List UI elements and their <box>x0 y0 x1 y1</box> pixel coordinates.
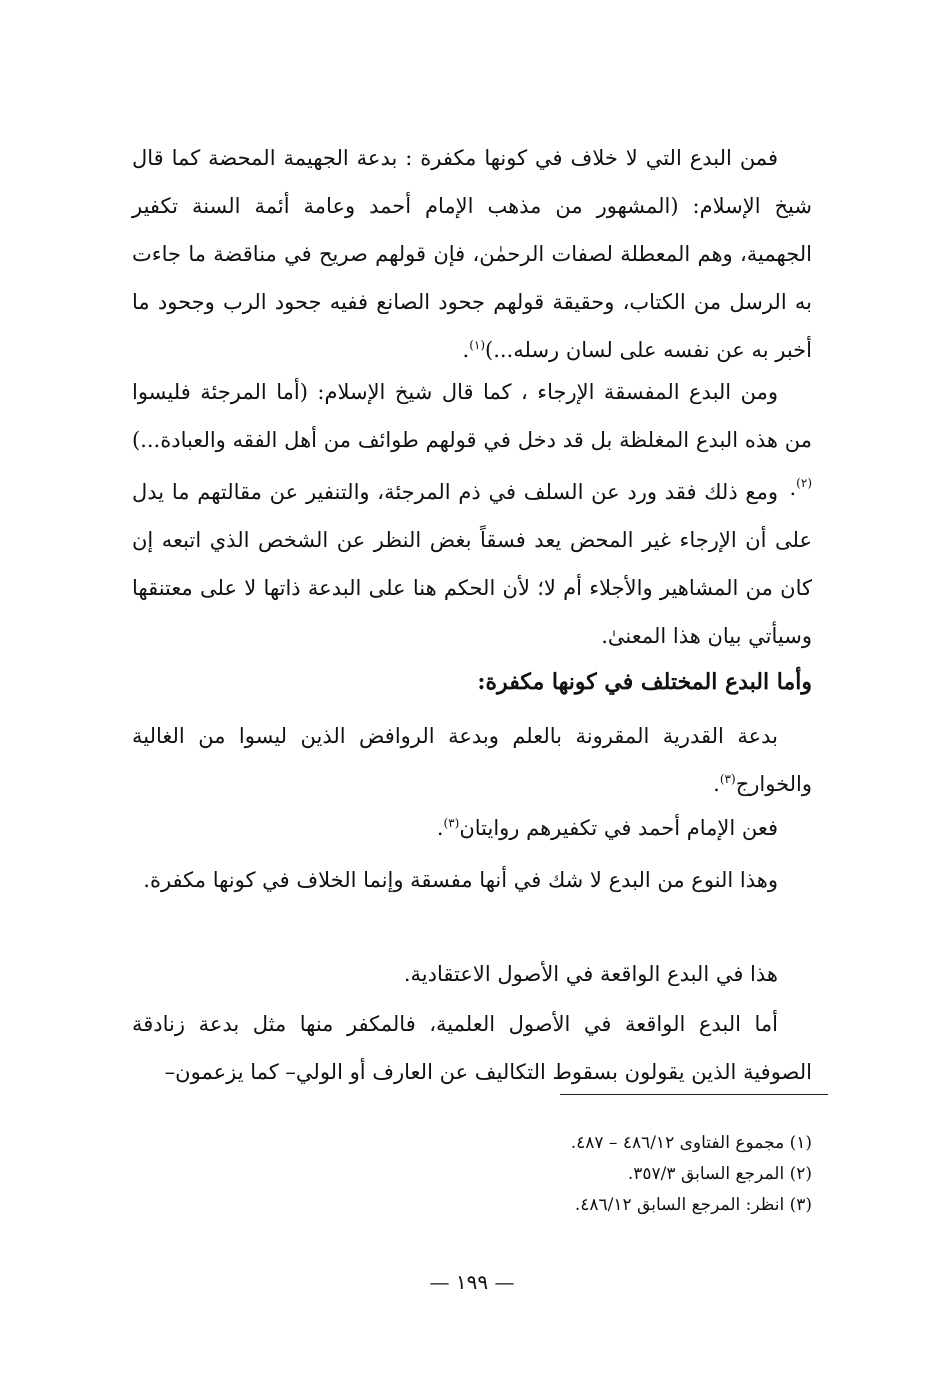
paragraph-end: . <box>789 476 797 500</box>
footnote-reference: (١) <box>469 338 486 352</box>
main-text <box>132 1000 812 1096</box>
main-text <box>132 950 812 998</box>
main-text <box>132 658 812 706</box>
paragraph-end: . <box>462 338 470 362</box>
main-text <box>132 134 812 374</box>
main-text <box>132 856 812 904</box>
section-heading: وأما البدع المختلف في كونها مكفرة: <box>477 669 812 695</box>
footnote-reference: (٣) <box>443 816 460 830</box>
paragraph-creedal: هذا في البدع الواقعة في الأصول الاعتقادية. <box>403 962 778 986</box>
paragraph-end: . <box>713 772 720 796</box>
paragraph-jahmiyya <box>132 134 812 374</box>
paragraph-text: فعن الإمام أحمد في تكفيرهم روايتان <box>459 816 778 840</box>
paragraph-text: بدعة القدرية المقرونة بالعلم وبدعة الروافض الذين ليسوا من الغالية والخوارج <box>132 724 812 796</box>
paragraph-salaf: ومع ذلك فقد ورد عن السلف في ذم المرجئة، والتنفير عن مقالتهم ما يدل على أن الإرجاء غير المحض يعد فسقاً بغض النظر عن الشخص الذي اتبعه إن كان من المشاهير والأجلاء أم لا؛ لأن الحكم هنا على البدعة ذاتها لا على معتنقها وسيأتي بيان هذا المعنىٰ. <box>132 480 812 648</box>
footnotes <box>132 1128 812 1221</box>
footnote-reference: (٣) <box>719 772 736 786</box>
footnote-separator <box>560 1094 828 1095</box>
footnote-2: (٢) المرجع السابق ٣٥٧/٣. <box>627 1164 812 1184</box>
footnote-reference: (٢) <box>796 476 812 490</box>
paragraph-text: فمن البدع التي لا خلاف في كونها مكفرة : بدعة الجهيمة المحضة كما قال شيخ الإسلام: (المشهور من مذهب الإمام أحمد وعامة أئمة السنة تكفير الجهمية، وهم المعطلة لصفات الرحمٰن، فإن قولهم صريح في مناقضة ما جاءت به الرسل من الكتاب، وحقيقة قولهم جحود الصانع ففيه جحود الرب وجحود ما أخبر به عن نفسه على لسان رسله...) <box>132 146 812 362</box>
main-text <box>132 712 812 808</box>
paragraph-practical: أما البدع الواقعة في الأصول العلمية، فالمكفر منها مثل بدعة زنادقة الصوفية الذين يقولون بسقوط التكاليف عن العارف أو الولي– كما يزعمون– <box>132 1012 812 1084</box>
page-number: — ١٩٩ — <box>429 1270 515 1294</box>
paragraph-end: . <box>436 816 444 840</box>
paragraph-text: ومن البدع المفسقة الإرجاء ، كما قال شيخ الإسلام: (أما المرجئة فليسوا من هذه البدع المغلظة بل قد دخل في قولهم طوائف من أهل الفقه والعبادة...) <box>132 380 812 452</box>
footnote-3: (٣) انظر: المرجع السابق ٤٨٦/١٢. <box>574 1195 812 1215</box>
footnote-1: (١) مجموع الفتاوى ٤٨٦/١٢ – ٤٨٧. <box>570 1133 812 1153</box>
paragraph-qadariyya <box>132 712 812 808</box>
main-text <box>132 804 812 852</box>
paragraph-imam-ahmad <box>132 804 812 852</box>
paragraph-this-type: وهذا النوع من البدع لا شك في أنها مفسقة وإنما الخلاف في كونها مكفرة. <box>143 868 778 892</box>
main-text <box>132 468 812 660</box>
